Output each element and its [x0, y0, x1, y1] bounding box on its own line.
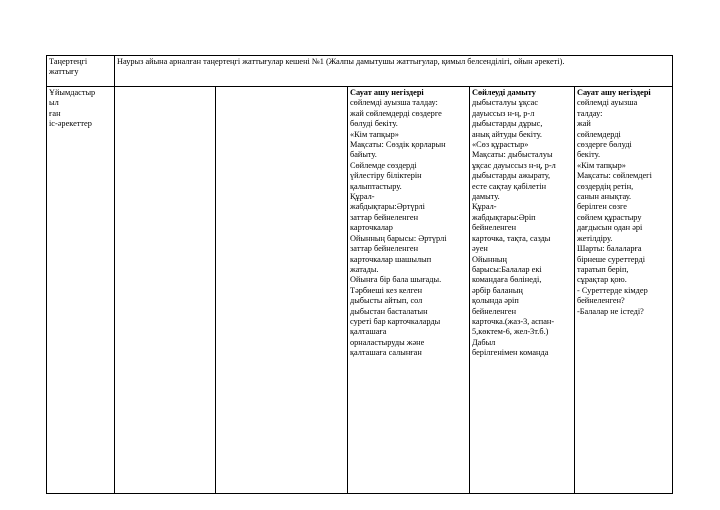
row-label-cell — [47, 56, 115, 87]
text-line: сөздердің ретін, — [577, 181, 634, 191]
text-line: жетілдіру. — [577, 233, 613, 243]
text-line: әрбір баланың — [472, 285, 523, 295]
activity-heading: Сөйлеуді дамыту — [472, 88, 536, 97]
text-line: заттар бейнеленген — [350, 212, 419, 222]
text-line: карточкалар — [350, 223, 393, 233]
activity-cell-literacy-1 — [348, 87, 470, 494]
text-line: дамыту. — [472, 192, 500, 202]
empty-cell — [216, 87, 348, 494]
text-line: сөйлем құрастыру — [577, 212, 642, 222]
activity-cell-speech — [470, 87, 575, 494]
text-line: бейнеленген — [472, 223, 517, 233]
text-line: дыбыстарды ажырату, — [472, 171, 551, 181]
table-row-morning-exercise — [47, 56, 673, 87]
text-line: іс-әрекеттер — [49, 119, 92, 129]
activity-heading: Сауат ашу негіздері — [577, 88, 651, 97]
text-line: жай — [577, 119, 591, 129]
text-line: карточка, тақта, сазды — [472, 233, 551, 243]
text-line: сұрақтар қою. — [577, 275, 627, 285]
text-line: үйлестіру біліктерін — [350, 171, 422, 181]
row-label-cell — [47, 87, 115, 494]
text-line: карточкалар шашылып — [350, 254, 432, 264]
text-line: есте сақтау қабілетін — [472, 181, 547, 191]
text-line: Дабыл — [472, 337, 496, 347]
text-line: дыбыстарды дұрыс, — [472, 119, 543, 129]
text-line: бекіту. — [577, 150, 601, 160]
text-line: таратып беріп, — [577, 264, 629, 274]
activity-text — [350, 88, 468, 359]
text-line: бөлуді бекіту. — [350, 119, 398, 129]
text-line: қалташаға — [350, 327, 387, 337]
text-line: сөздерге бөлуді — [577, 140, 632, 150]
text-line: «Кім тапқыр» — [577, 160, 626, 170]
text-line: дыбысты айтып, сол — [350, 296, 423, 306]
text-line: бейнеленген — [472, 306, 517, 316]
text-line: Мақсаты: дыбысталуы — [472, 150, 553, 160]
text-line: Шарты: балаларға — [577, 244, 642, 254]
text-line: бірнеше суреттерді — [577, 254, 645, 264]
text-line: дыбыстан басталатын — [350, 306, 428, 316]
text-line: Ойынның — [472, 254, 507, 264]
text-line: суреті бар карточкаларды — [350, 316, 441, 326]
text-line: командаға бөлінеді, — [472, 275, 542, 285]
activity-heading: Сауат ашу негіздері — [350, 88, 424, 97]
empty-cell — [115, 87, 216, 494]
text-line: Тәрбиеші кез келген — [350, 285, 423, 295]
text-line: «Кім тапқыр» — [350, 129, 399, 139]
text-line: жай сөйлемдерді сөздерге — [350, 108, 442, 118]
plan-table — [46, 55, 673, 494]
text-line: Ұйымдастыр — [49, 88, 96, 97]
text-line: қалташаға салынған — [350, 348, 422, 358]
text-line: талдау: — [577, 108, 603, 118]
text-line: ыл — [49, 98, 59, 108]
text-line: ұқсас дауыссыз н-ң, р-л — [472, 160, 556, 170]
text-line: қалыптастыру. — [350, 181, 402, 191]
morning-exercise-text: Наурыз айына арналған таңертеңгі жаттығулар кешені №1 (Жалпы дамытушы жаттығулар, қимыл белсенділігі, ойын әрекеті). — [117, 57, 565, 66]
text-line: берілгенімен команда — [472, 348, 549, 358]
text-line: орналастыруды және — [350, 337, 425, 347]
morning-exercise-cell — [115, 56, 673, 87]
text-line: - Суреттерде кімдер — [577, 285, 648, 295]
text-line: Сөйлемде сөздерді — [350, 160, 417, 170]
text-line: әуен — [472, 244, 488, 254]
text-line: жатады. — [350, 264, 379, 274]
text-line: сөйлемді ауызша талдау: — [350, 98, 438, 108]
row-label — [49, 88, 113, 130]
text-line: «Сөз құрастыр» — [472, 140, 529, 150]
text-line: заттар бейнеленген — [350, 244, 419, 254]
text-line: дыбысталуы ұқсас — [472, 98, 539, 108]
text-line: анық айтуды бекіту. — [472, 129, 542, 139]
text-line: Таңертеңгі — [49, 57, 88, 66]
text-line: Құрал- — [350, 192, 375, 202]
activity-text — [577, 88, 671, 317]
text-line: Ойынның барысы: Әртүрлі — [350, 233, 447, 243]
text-line: дағдысын одан әрі — [577, 223, 643, 233]
text-line: бейнеленген? — [577, 296, 625, 306]
activity-cell-literacy-2 — [575, 87, 673, 494]
text-line: Мақсаты: Сөздік қорларын — [350, 140, 446, 150]
text-line: Құрал- — [472, 202, 497, 212]
text-line: жабдықтары:Әртүрлі — [350, 202, 425, 212]
text-line: байыту. — [350, 150, 377, 160]
text-line: сөйлемді ауызша — [577, 98, 638, 108]
text-line: жабдықтары:Әріп — [472, 212, 536, 222]
text-line: Мақсаты: сөйлемдегі — [577, 171, 652, 181]
text-line: 5,көктем-6, жел-3т.б.) — [472, 327, 549, 337]
table-row-organized-activities — [47, 87, 673, 494]
text-line: қолында әріп — [472, 296, 519, 306]
text-line: ған — [49, 108, 61, 118]
text-line: санын анықтау. — [577, 192, 632, 202]
text-line: барысы:Балалар екі — [472, 264, 542, 274]
text-line: -Балалар не істеді? — [577, 306, 644, 316]
text-line: сөйлемдерді — [577, 129, 621, 139]
text-line: дауыссыз н-ң, р-л — [472, 108, 535, 118]
activity-text — [472, 88, 573, 359]
text-line: карточка.(жаз-3, аспан- — [472, 316, 555, 326]
row-label — [49, 57, 113, 78]
text-line: жаттығу — [49, 67, 79, 77]
text-line: Ойынға бір бала шығады. — [350, 275, 442, 285]
text-line: берілген сөзге — [577, 202, 627, 212]
